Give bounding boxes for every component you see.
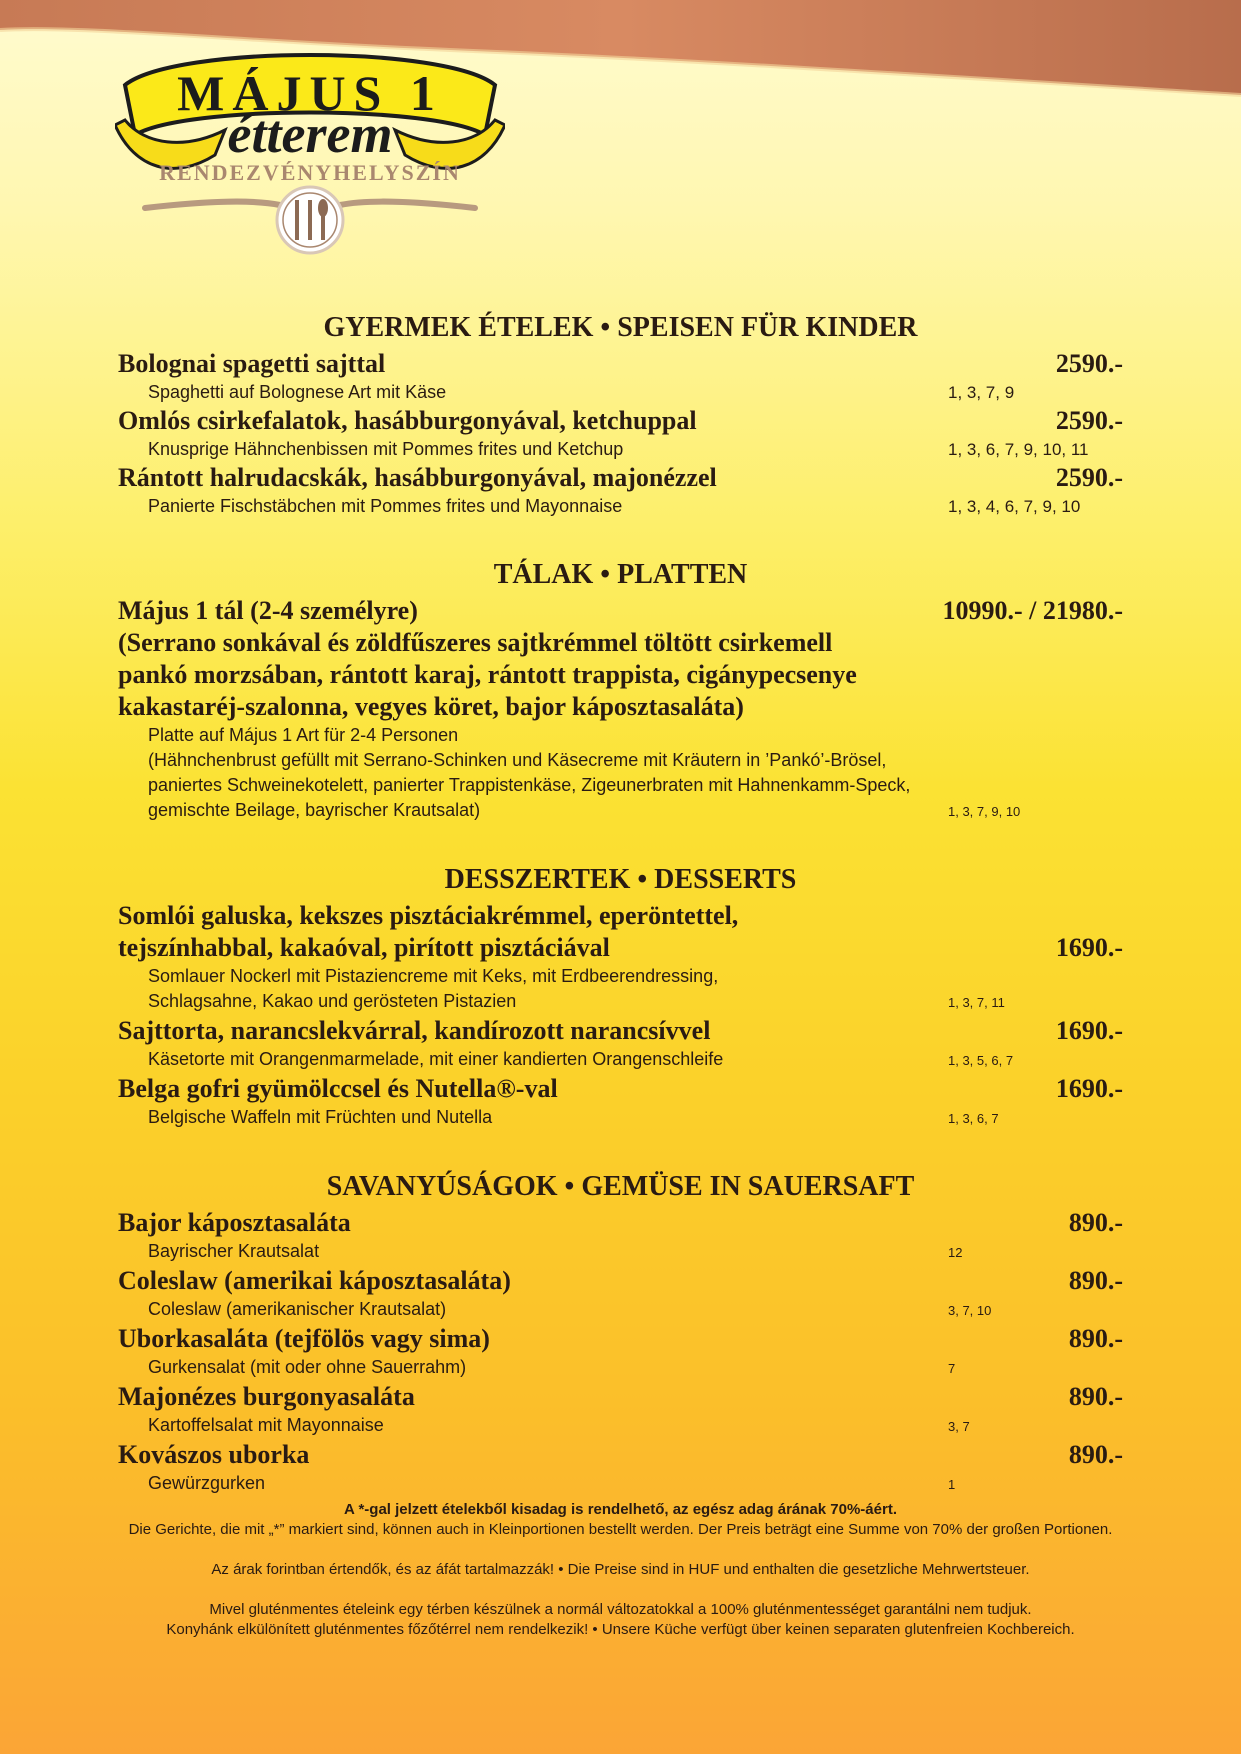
item-price: 2590.- xyxy=(1055,406,1123,435)
item-name: Május 1 tál (2-4 személyre) xyxy=(118,596,418,625)
item-name: Rántott halrudacskák, hasábburgonyával, majonézzel xyxy=(118,463,717,492)
item-name: Uborkasaláta (tejfölös vagy sima) xyxy=(118,1324,490,1353)
item-description-line: pankó morzsában, rántott karaj, rántott trappista, cigánypecsenye xyxy=(118,660,857,689)
item-name: Bajor káposztasaláta xyxy=(118,1208,351,1237)
menu-item xyxy=(118,348,1123,380)
item-translation: (Hähnchenbrust gefüllt mit Serrano-Schinken und Käsecreme mit Kräutern in ’Pankó’-Brösel, xyxy=(148,750,887,770)
item-translation: Somlauer Nockerl mit Pistaziencreme mit Keks, mit Erdbeerendressing, xyxy=(148,966,719,986)
item-translation: Kartoffelsalat mit Mayonnaise xyxy=(148,1415,384,1435)
item-translation-row xyxy=(118,1413,1123,1439)
footer-gluten-note: Mivel gluténmentes ételeink egy térben készülnek a normál változatokkal a 100% gluténmentességet garantálni nem tudjuk. xyxy=(209,1601,1032,1618)
item-translation: Knusprige Hähnchenbissen mit Pommes frites und Ketchup xyxy=(148,439,624,459)
section-platters xyxy=(118,555,1123,824)
item-translation-row xyxy=(118,1355,1123,1381)
item-price: 890.- xyxy=(1068,1266,1123,1295)
section-pickles xyxy=(118,1167,1123,1497)
item-price: 890.- xyxy=(1068,1324,1123,1353)
item-translation-row xyxy=(118,1047,1123,1073)
item-translation-row xyxy=(118,798,1123,824)
item-translation-row xyxy=(118,748,1123,773)
section-desserts xyxy=(118,860,1123,1131)
menu-item xyxy=(118,405,1123,437)
item-translation: Belgische Waffeln mit Früchten und Nutella xyxy=(148,1107,493,1127)
item-name: Somlói galuska, kekszes pisztáciakrémmel, eperöntettel, xyxy=(118,901,739,930)
item-translation: Coleslaw (amerikanischer Krautsalat) xyxy=(148,1299,447,1319)
menu-item xyxy=(118,1207,1123,1239)
menu-item xyxy=(118,595,1123,627)
item-translation: Panierte Fischstäbchen mit Pommes frites und Mayonnaise xyxy=(148,496,623,516)
item-name: Sajttorta, narancslekvárral, kandírozott narancsívvel xyxy=(118,1016,711,1045)
item-translation: Platte auf Május 1 Art für 2-4 Personen xyxy=(148,725,459,745)
section-children xyxy=(118,308,1123,519)
footer-notes xyxy=(100,1500,1141,1640)
item-allergens: 1, 3, 6, 7 xyxy=(948,1111,999,1126)
menu-item xyxy=(118,1073,1123,1105)
item-allergens: 12 xyxy=(948,1245,963,1260)
item-allergens: 1, 3, 4, 6, 7, 9, 10 xyxy=(948,497,1081,516)
section-title: SAVANYÚSÁGOK • GEMÜSE IN SAUERSAFT xyxy=(326,1171,915,1202)
item-translation-row xyxy=(118,1297,1123,1323)
section-title: DESSZERTEK • DESSERTS xyxy=(444,864,797,895)
item-price: 890.- xyxy=(1068,1382,1123,1411)
item-name: Belga gofri gyümölccsel és Nutella®-val xyxy=(118,1074,558,1103)
item-translation-row xyxy=(118,1239,1123,1265)
item-allergens: 1, 3, 6, 7, 9, 10, 11 xyxy=(948,440,1089,459)
item-price: 1690.- xyxy=(1055,1074,1123,1103)
logo-script: étterem xyxy=(227,104,393,164)
item-name: Bolognai spagetti sajttal xyxy=(118,349,386,378)
item-price: 890.- xyxy=(1068,1208,1123,1237)
item-translation: Gewürzgurken xyxy=(148,1473,266,1493)
item-translation: gemischte Beilage, bayrischer Krautsalat) xyxy=(148,800,481,820)
item-translation: Käsetorte mit Orangenmarmelade, mit einer kandierten Orangenschleife xyxy=(148,1049,724,1069)
item-price: 1690.- xyxy=(1055,933,1123,962)
item-name: Kovászos uborka xyxy=(118,1440,310,1469)
restaurant-logo xyxy=(115,40,505,270)
menu-content xyxy=(118,308,1123,1497)
item-price: 2590.- xyxy=(1055,463,1123,492)
item-translation: Schlagsahne, Kakao und gerösteten Pistazien xyxy=(148,991,517,1011)
menu-item xyxy=(118,932,1123,964)
item-price: 10990.- / 21980.- xyxy=(942,596,1123,625)
item-allergens: 3, 7, 10 xyxy=(948,1303,992,1318)
footer-half-portion-note-de: Die Gerichte, die mit „*” markiert sind, können auch in Kleinportionen bestellt werden. Der Preis beträgt eine Summe von 70% der großen Portionen. xyxy=(128,1521,1113,1538)
item-allergens: 1, 3, 5, 6, 7 xyxy=(948,1053,1014,1068)
footer-half-portion-note: A *-gal jelzett ételekből kisadag is rendelhető, az egész adag árának 70%-áért. xyxy=(344,1501,897,1518)
item-allergens: 1 xyxy=(948,1477,956,1492)
item-price: 1690.- xyxy=(1055,1016,1123,1045)
menu-item xyxy=(118,1323,1123,1355)
item-translation-row xyxy=(118,989,1123,1015)
footer-price-note: Az árak forintban értendők, és az áfát tartalmazzák! • Die Preise sind in HUF und enthalten die gesetzliche Mehrwertsteuer. xyxy=(211,1561,1030,1578)
menu-item xyxy=(118,1265,1123,1297)
item-allergens: 3, 7 xyxy=(948,1419,970,1434)
item-translation-row xyxy=(118,437,1123,462)
item-translation: Gurkensalat (mit oder ohne Sauerrahm) xyxy=(148,1357,467,1377)
item-translation-row xyxy=(118,494,1123,519)
cutlery-icon xyxy=(277,187,343,253)
logo-name: MÁJUS 1 xyxy=(177,65,443,121)
item-allergens: 1, 3, 7, 11 xyxy=(948,995,1005,1010)
item-name: Omlós csirkefalatok, hasábburgonyával, ketchuppal xyxy=(118,406,697,435)
item-translation: Spaghetti auf Bolognese Art mit Käse xyxy=(148,382,447,402)
item-translation-row xyxy=(118,1105,1123,1131)
item-name: tejszínhabbal, kakaóval, pirított pisztáciával xyxy=(118,933,610,962)
item-translation-row xyxy=(118,964,1123,989)
menu-item xyxy=(118,1381,1123,1413)
menu-item xyxy=(118,1015,1123,1047)
item-name: Majonézes burgonyasaláta xyxy=(118,1382,415,1411)
section-title: TÁLAK • PLATTEN xyxy=(493,559,748,590)
section-title: GYERMEK ÉTELEK • SPEISEN FÜR KINDER xyxy=(323,312,918,343)
item-name: Coleslaw (amerikai káposztasaláta) xyxy=(118,1266,511,1295)
logo-tagline: RENDEZVÉNYHELYSZÍN xyxy=(159,160,461,185)
item-description-line: (Serrano sonkával és zöldfűszeres sajtkrémmel töltött csirkemell xyxy=(118,628,833,657)
item-allergens: 7 xyxy=(948,1361,956,1376)
item-translation-row xyxy=(118,723,1123,748)
item-translation: Bayrischer Krautsalat xyxy=(148,1241,320,1261)
item-price: 2590.- xyxy=(1055,349,1123,378)
footer-gluten-note-2: Konyhánk elkülönített gluténmentes főzőtérrel nem rendelkezik! • Unsere Küche verfügt über keinen separaten glutenfreien Kochbereich. xyxy=(166,1621,1075,1638)
item-translation: paniertes Schweinekotelett, panierter Trappistenkäse, Zigeunerbraten mit Hahnenkamm-Speck, xyxy=(148,775,911,795)
item-translation-row xyxy=(118,1471,1123,1497)
item-price: 890.- xyxy=(1068,1440,1123,1469)
item-allergens: 1, 3, 7, 9, 10 xyxy=(948,804,1021,819)
item-allergens: 1, 3, 7, 9 xyxy=(948,383,1015,402)
item-translation-row xyxy=(118,773,1123,798)
item-description-line: kakastaréj-szalonna, vegyes köret, bajor káposztasaláta) xyxy=(118,692,744,721)
menu-item xyxy=(118,462,1123,494)
menu-item xyxy=(118,1439,1123,1471)
item-translation-row xyxy=(118,380,1123,405)
